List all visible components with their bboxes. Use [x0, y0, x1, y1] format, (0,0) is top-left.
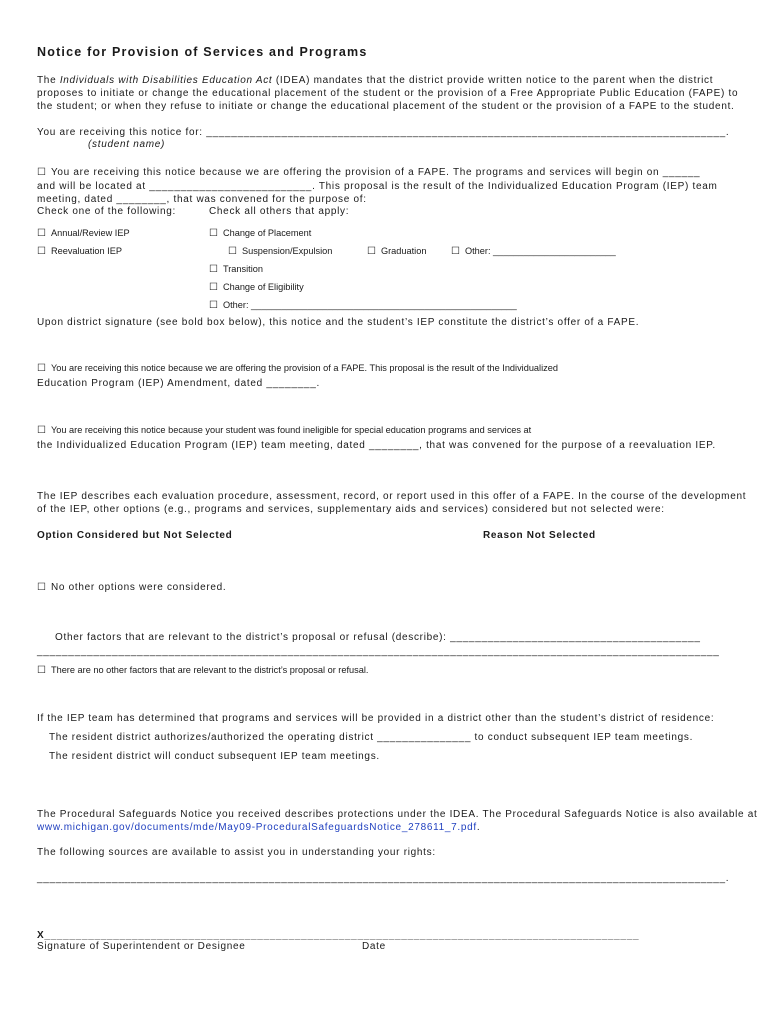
no-other-options-checkbox[interactable]: ☐: [37, 582, 46, 593]
signature-line[interactable]: X_______________________________________________________________________________________________: [37, 930, 640, 941]
no-other-factors-checkbox[interactable]: ☐: [37, 665, 46, 676]
date-label: Date: [362, 941, 386, 952]
fape-offer-line-2: and will be located at __________________________. This proposal is the result of the Individualized Education Program (IEP) team: [37, 181, 718, 192]
safeguards-line-2: [37, 822, 480, 833]
sources-line[interactable]: ______________________________________________________________________________________________________________.: [37, 873, 730, 884]
options-line-1: The IEP describes each evaluation procedure, assessment, record, or report used in this offer of a FAPE. In the course of the development: [37, 491, 747, 502]
fape-offer-checkbox[interactable]: ☐: [37, 167, 46, 178]
other-label: Other: ____________________________________________________: [222, 300, 517, 310]
other-inline-option[interactable]: [451, 246, 616, 257]
upon-signature-text: Upon district signature (see bold box below), this notice and the student’s IEP constitute the district’s offer of a FAPE.: [37, 317, 640, 328]
student-name-label: (student name): [88, 139, 166, 150]
annual-review-option[interactable]: [37, 228, 130, 239]
transition-label: Transition: [222, 264, 263, 274]
graduation-option[interactable]: [367, 246, 426, 257]
safeguards-link[interactable]: www.michigan.gov/documents/mde/May09-ProceduralSafeguardsNotice_278611_7.pdf: [37, 822, 477, 833]
resident-line-1: If the IEP team has determined that programs and services will be provided in a district other than the student’s district of residence:: [37, 713, 715, 724]
ineligible-line-1: [37, 425, 531, 436]
amendment-line-1: [37, 363, 558, 374]
sources-label: The following sources are available to assist you in understanding your rights:: [37, 847, 436, 858]
other-checkbox[interactable]: ☐: [209, 300, 218, 311]
intro-line-3: the student; or when they refuse to initiate or change the educational placement of the student or the provision of a FAPE to the student.: [37, 101, 735, 112]
intro-line-2: proposes to initiate or change the educational placement of the student or the provision of a Free Appropriate Public Education (FAPE) to: [37, 88, 739, 99]
ineligible-line-2: the Individualized Education Program (IEP) team meeting, dated ________, that was convened for the purpose of a reevaluation IEP.: [37, 440, 716, 451]
no-other-factors-label: There are no other factors that are relevant to the district’s proposal or refusal.: [50, 665, 369, 675]
annual-review-label: Annual/Review IEP: [50, 228, 130, 238]
intro-text: (IDEA) mandates that the district provide written notice to the parent when the district: [272, 75, 714, 86]
amendment-line-2: Education Program (IEP) Amendment, dated ________.: [37, 378, 320, 389]
change-placement-label: Change of Placement: [222, 228, 312, 238]
act-name: Individuals with Disabilities Education Act: [59, 75, 273, 86]
options-line-2: of the IEP, other options (e.g., programs and services, supplementary aids and services) considered but not selected were:: [37, 504, 665, 515]
student-name-line[interactable]: You are receiving this notice for: ___________________________________________________________________________________.: [37, 127, 730, 138]
intro-line-1: [37, 75, 713, 86]
no-other-options-label: No other options were considered.: [50, 582, 227, 593]
option-considered-header: Option Considered but Not Selected: [37, 530, 233, 541]
resident-line-2: The resident district authorizes/authorized the operating district _______________ to conduct subsequent IEP team meetings.: [49, 732, 694, 743]
suspension-label: Suspension/Expulsion: [241, 246, 333, 256]
change-placement-option[interactable]: [209, 228, 311, 239]
check-one-label: Check one of the following:: [37, 206, 176, 217]
page-title: Notice for Provision of Services and Programs: [37, 45, 368, 59]
other-option[interactable]: [209, 300, 517, 311]
reevaluation-checkbox[interactable]: ☐: [37, 246, 46, 257]
other-inline-checkbox[interactable]: ☐: [451, 246, 460, 257]
resident-line-3: The resident district will conduct subsequent IEP team meetings.: [49, 751, 380, 762]
no-other-options: [37, 582, 226, 593]
other-factors-line-1[interactable]: Other factors that are relevant to the district’s proposal or refusal (describe): ________________________________________: [55, 632, 701, 643]
graduation-label: Graduation: [380, 246, 427, 256]
amendment-text: You are receiving this notice because we are offering the provision of a FAPE. This proposal is the result of the Individualized: [50, 363, 558, 373]
ineligible-text: You are receiving this notice because your student was found ineligible for special education programs and services at: [50, 425, 532, 435]
suspension-checkbox[interactable]: ☐: [228, 246, 237, 257]
transition-option[interactable]: [209, 264, 263, 275]
reevaluation-label: Reevaluation IEP: [50, 246, 122, 256]
graduation-checkbox[interactable]: ☐: [367, 246, 376, 257]
other-factors-line-2[interactable]: _____________________________________________________________________________________________________________: [37, 646, 720, 657]
change-placement-checkbox[interactable]: ☐: [209, 228, 218, 239]
fape-offer-text: You are receiving this notice because we are offering the provision of a FAPE. The programs and services will begin on ______: [50, 167, 701, 178]
change-eligibility-option[interactable]: [209, 282, 304, 293]
other-inline-label: Other: ________________________: [464, 246, 616, 256]
no-other-factors: [37, 665, 368, 676]
change-eligibility-label: Change of Eligibility: [222, 282, 304, 292]
safeguards-link-period: .: [476, 822, 481, 833]
transition-checkbox[interactable]: ☐: [209, 264, 218, 275]
change-eligibility-checkbox[interactable]: ☐: [209, 282, 218, 293]
signature-label: Signature of Superintendent or Designee: [37, 941, 246, 952]
check-all-label: Check all others that apply:: [209, 206, 350, 217]
safeguards-line-1: The Procedural Safeguards Notice you received describes protections under the IDEA. The Procedural Safeguards Notice is also available at: [37, 809, 758, 820]
intro-text: The: [37, 75, 60, 86]
reason-not-selected-header: Reason Not Selected: [483, 530, 596, 541]
fape-offer-line-1: [37, 167, 700, 178]
fape-offer-line-3: meeting, dated ________, that was convened for the purpose of:: [37, 194, 367, 205]
reevaluation-option[interactable]: [37, 246, 122, 257]
ineligible-checkbox[interactable]: ☐: [37, 425, 46, 436]
amendment-checkbox[interactable]: ☐: [37, 363, 46, 374]
suspension-option[interactable]: [228, 246, 332, 257]
annual-review-checkbox[interactable]: ☐: [37, 228, 46, 239]
